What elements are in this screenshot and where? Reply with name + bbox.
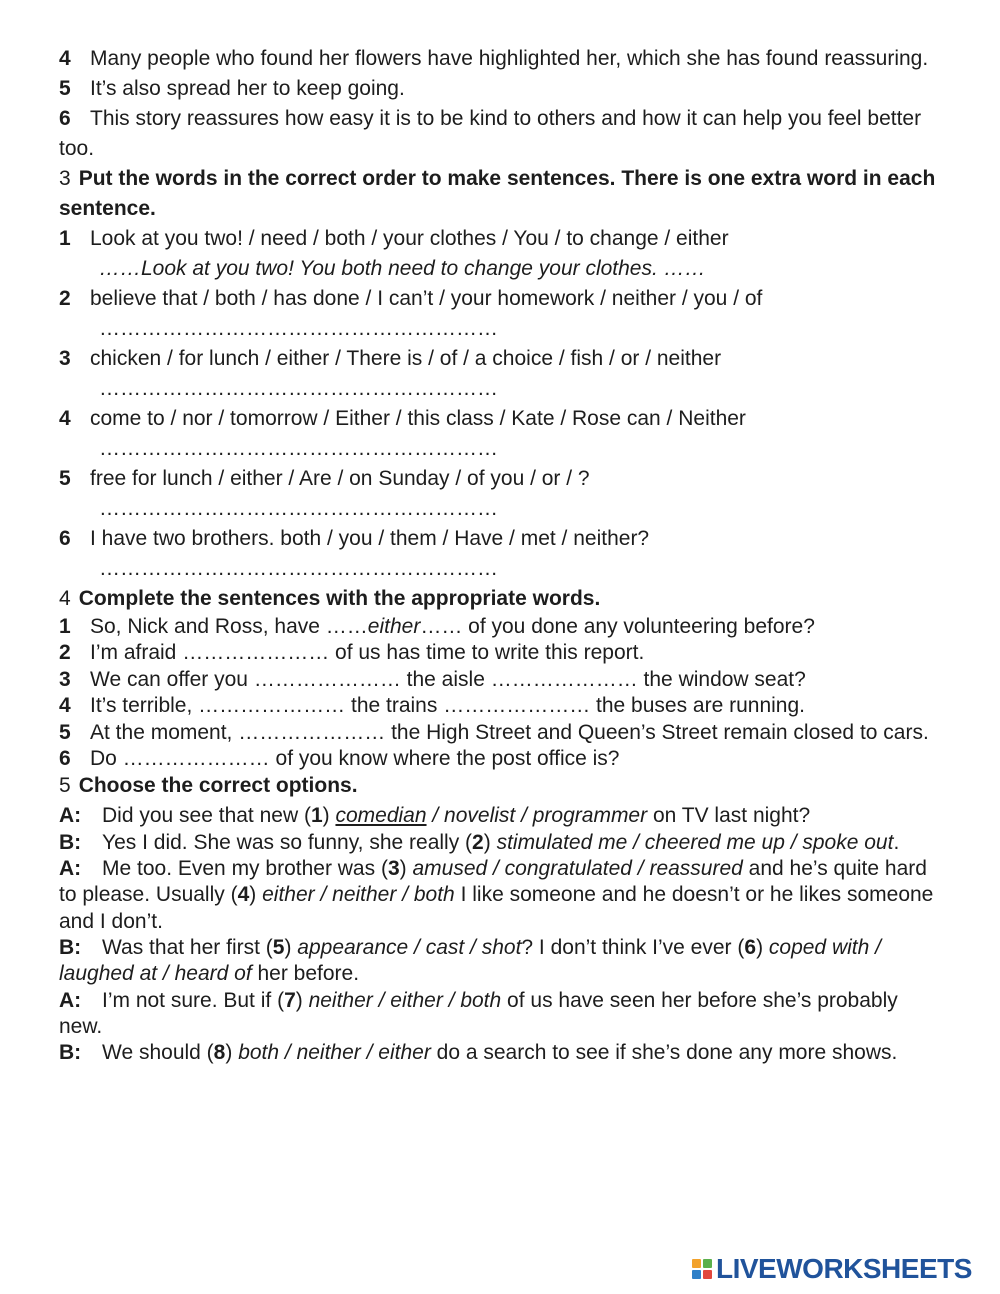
section-5-heading: 5 Choose the correct options. — [59, 774, 358, 798]
list-item: 6 I have two brothers. both / you / them / Have / met / neither? — [59, 527, 650, 550]
option-list[interactable]: appearance / cast / shot — [297, 935, 522, 959]
answer-line[interactable]: ………………………………………………… — [99, 317, 498, 340]
option-list[interactable]: stimulated me / cheered me up / spoke out — [496, 830, 894, 854]
list-item: 2 I’m afraid ………………… of us has time to write this report. — [59, 641, 645, 665]
list-item: 6 Do ………………… of you know where the post office is? — [59, 747, 620, 771]
section-5 — [59, 772, 944, 1066]
logo-mark-icon — [692, 1259, 712, 1279]
filled-answer[interactable]: either — [367, 615, 421, 638]
worksheet-page — [59, 44, 944, 1066]
list-item: 2 believe that / both / has done / I can’t / your homework / neither / you / of — [59, 287, 763, 310]
logo-square — [692, 1270, 701, 1279]
selected-option[interactable]: comedian — [335, 804, 427, 828]
list-item: 1 So, Nick and Ross, have ……either…… of you done any volunteering before? — [59, 615, 815, 638]
logo-text: LIVEWORKSHEETS — [716, 1253, 972, 1284]
option-list[interactable]: amused / congratulated / reassured — [412, 857, 743, 881]
option-list[interactable]: either / neither / both — [262, 883, 455, 907]
section-3 — [59, 164, 944, 584]
answer-line[interactable]: ……Look at you two! You both need to change your clothes. …… — [99, 257, 706, 280]
dialogue-line: B: Yes I did. She was so funny, she really (2) stimulated me / cheered me up / spoke out. — [59, 830, 900, 854]
dialogue-line: A: Did you see that new (1) comedian / novelist / programmer on TV last night? — [59, 804, 811, 828]
list-item: 4 come to / nor / tomorrow / Either / this class / Kate / Rose can / Neither — [59, 407, 746, 430]
option-list[interactable]: both / neither / either — [238, 1041, 431, 1065]
list-item: 4 It’s terrible, ………………… the trains ………………… the buses are running. — [59, 694, 806, 718]
option-list[interactable]: neither / either / both — [308, 988, 502, 1012]
dialogue-line: B: We should (8) both / neither / either do a search to see if she’s done any more shows. — [59, 1041, 898, 1065]
list-item: 5 It’s also spread her to keep going. — [59, 77, 405, 100]
list-item: 5 free for lunch / either / Are / on Sunday / of you / or / ? — [59, 467, 590, 490]
list-item: 6 This story reassures how easy it is to be kind to others and how it can help you feel better too. — [59, 107, 922, 160]
section-4-heading: 4 Complete the sentences with the appropriate words. — [59, 587, 601, 610]
dialogue-line: A: Me too. Even my brother was (3) amused / congratulated / reassured and he’s quite hard to please. Usually (4) either / neither / both I like someone and he doesn’t or he likes someone and I don’t. — [59, 857, 934, 933]
section-4 — [59, 584, 944, 772]
logo-square — [703, 1259, 712, 1268]
logo-square — [692, 1259, 701, 1268]
dialogue-line: A: I’m not sure. But if (7) neither / either / both of us have seen her before she’s probably new. — [59, 988, 898, 1038]
option-list[interactable]: coped with / laughed at / heard of — [59, 935, 881, 986]
answer-line[interactable]: ………………………………………………… — [99, 437, 498, 460]
section-3-heading: 3 Put the words in the correct order to make sentences. There is one extra word in each sentence. — [59, 167, 936, 220]
answer-line[interactable]: ………………………………………………… — [99, 377, 498, 400]
option-list[interactable]: / novelist / programmer — [426, 804, 648, 828]
list-item: 5 At the moment, ………………… the High Street and Queen’s Street remain closed to cars. — [59, 720, 929, 744]
liveworksheets-logo[interactable] — [692, 1252, 972, 1286]
answer-line[interactable]: ………………………………………………… — [99, 557, 498, 580]
answer-line[interactable]: ………………………………………………… — [99, 497, 498, 520]
list-item: 4 Many people who found her flowers have highlighted her, which she has found reassuring. — [59, 47, 929, 70]
logo-square — [703, 1270, 712, 1279]
list-item: 1 Look at you two! / need / both / your clothes / You / to change / either — [59, 227, 729, 250]
list-item: 3 We can offer you ………………… the aisle ………………… the window seat? — [59, 667, 806, 691]
dialogue-line: B: Was that her first (5) appearance / cast / shot? I don’t think I’ve ever (6) coped with / laughed at / heard of her before. — [59, 935, 881, 986]
list-item: 3 chicken / for lunch / either / There is / of / a choice / fish / or / neither — [59, 347, 722, 370]
section-2-tail — [59, 44, 944, 164]
